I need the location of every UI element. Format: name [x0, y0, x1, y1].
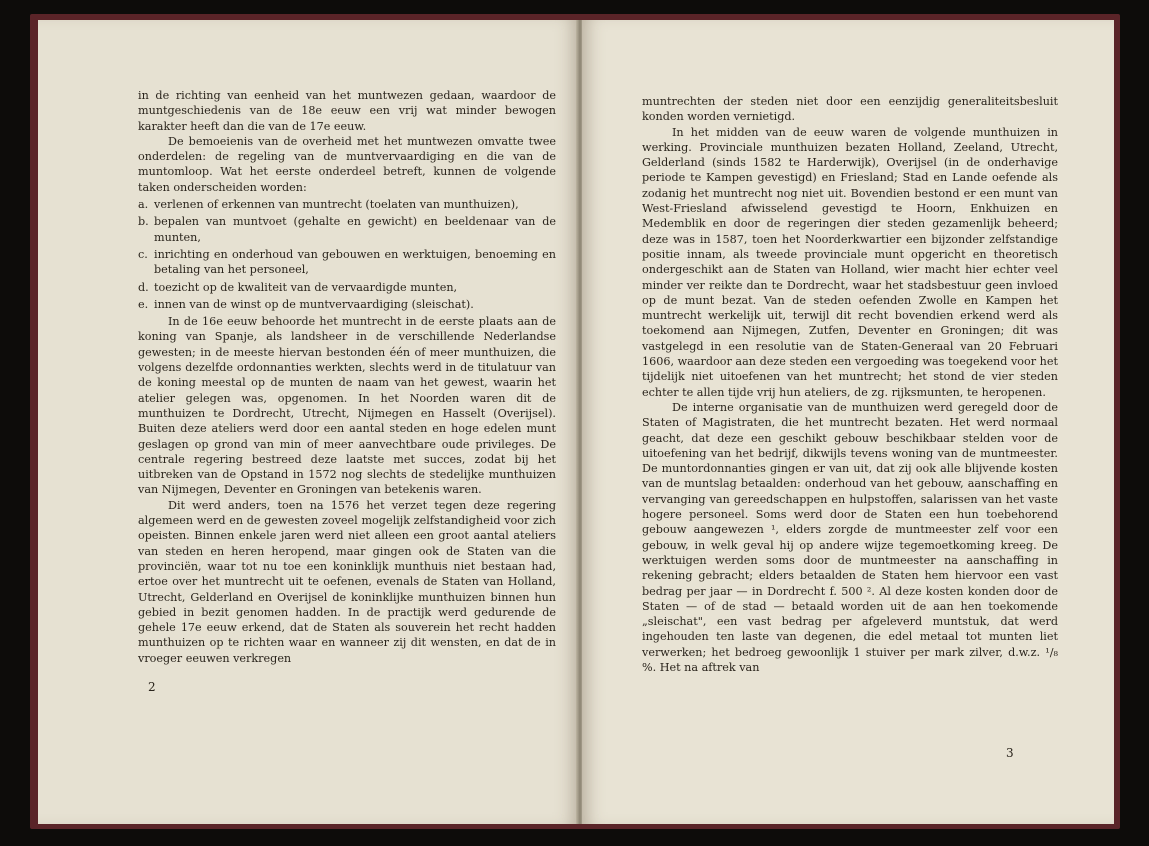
paragraph: Dit werd anders, toen na 1576 het verzet tegen deze regering algemeen werd en de gewesten zoveel mogelijk zelfstandigheid voor zich opeisten. Binnen enkele jaren werd niet alleen een groot aantal ateliers van steden en heren heropend, maar gingen ook de Staten van die provinciën, waar tot nu toe een koninklijk munthuis niet bestaan had, ertoe over het muntrecht uit te oefenen, evenals de Staten van Holland, Utrecht, Gelderland en Overijsel de koninklijke munthuizen binnen hun gebied in bezit genomen hadden. In de practijk werd gedurende de gehele 17e eeuw erkend, dat de Staten als souverein het recht hadden munthuizen op te richten waar en wanneer zij dit wensten, en dat de in vroeger eeuwen verkregen [138, 498, 556, 665]
list-marker: d. [138, 280, 149, 294]
list-marker: c. [138, 247, 148, 261]
paragraph: De interne organisatie van de munthuizen werd geregeld door de Staten of Magistraten, die het muntrecht bezaten. Het werd normaal geacht, dat deze een geschikt gebouw beschikbaar stelden voor de uitoefening van het bedrijf, dikwijls tevens woning van de muntmeester. De muntordonnanties gingen er van uit, dat zij ook alle blijvende kosten van de muntslag betaalden: onderhoud van het gebouw, aanschaffing en vervanging van gereedschappen en hulpstoffen, salarissen van het vaste hogere personeel. Soms werd door de Staten een hun toebehorend gebouw aangewezen ¹, elders zorgde de muntmeester zelf voor een gebouw, in welk geval hij op andere wijze tegemoetkoming kreeg. De werktuigen werden soms door de muntmeester na aanschaffing in rekening gebracht; elders betaalden de Staten hem hiervoor een vast bedrag per jaar — in Dordrecht f. 500 ². Al deze kosten konden door de Staten — of de stad — betaald worden uit de aan hen toekomende „sleischat", een vast bedrag per afgeleverd muntstuk, dat werd ingehouden ten laste van degenen, die edel metaal tot munten liet verwerken; het bedroeg gewoonlijk 1 stuiver per mark zilver, d.w.z. ¹/₈ %. Het na aftrek van [642, 400, 1058, 674]
right-page [582, 20, 1114, 824]
left-page [38, 20, 578, 824]
list-item [138, 297, 556, 312]
paragraph: In het midden van de eeuw waren de volgende munthuizen in werking. Provinciale munthuizen bezaten Holland, Zeeland, Utrecht, Gelderland (sinds 1582 te Harderwijk), Overijsel (in de onderhavige periode te Kampen gevestigd) en Friesland; Stad en Lande oefende als zodanig het muntrecht nog niet uit. Bovendien bestond er een munt van West-Friesland afwisselend gevestigd te Hoorn, Enkhuizen en Medemblik en door de regeringen dier steden gezamenlijk beheerd; deze was in 1587, toen het Noorderkwartier een bijzonder zelfstandige positie innam, als tweede provinciale munt opgericht en theoretisch ondergeschikt aan de Staten van Holland, wier macht hier echter veel minder ver reikte dan te Dordrecht, waar het stadsbestuur geen invloed op de munt bezat. Van de steden oefenden Zwolle en Kampen het muntrecht werkelijk uit, terwijl dit recht bovendien erkend werd als toekomend aan Nijmegen, Zutfen, Deventer en Groningen; dit was vastgelegd in een resolutie van de Staten-Generaal van 20 Februari 1606, waardoor aan deze steden een vergoeding was toegekend voor het tijdelijk niet uitoefenen van het muntrecht; het stond de vier steden echter te allen tijde vrij hun ateliers, de zg. rijksmunten, te heropenen. [642, 125, 1058, 399]
page-number: 2 [148, 680, 156, 694]
list-item [138, 280, 556, 295]
task-list [138, 197, 556, 312]
list-marker: b. [138, 215, 149, 229]
list-item-text: toezicht op de kwaliteit van de vervaardigde munten, [154, 280, 458, 294]
paragraph: in de richting van eenheid van het muntwezen gedaan, waardoor de muntgeschiedenis van de 18e eeuw een vrij wat minder bewogen karakter heeft dan die van de 17e eeuw. [138, 89, 556, 133]
paragraph: muntrechten der steden niet door een eenzijdig generaliteitsbesluit konden worden vernietigd. [642, 95, 1058, 124]
list-marker: a. [138, 198, 149, 212]
list-item-text: bepalen van muntvoet (gehalte en gewicht) en beeldenaar van de munten, [154, 215, 556, 244]
page-number: 3 [1006, 746, 1014, 760]
paragraph: In de 16e eeuw behoorde het muntrecht in de eerste plaats aan de koning van Spanje, als landsheer in de verschillende Nederlandse gewesten; in de meeste hiervan bestonden één of meer munthuizen, die volgens dezelfde ordonnanties werkten, slechts werd in de titulatuur van de koning meestal op de munten de naam van het gewest, waarin het atelier gelegen was, opgenomen. In het Noorden waren dit de munthuizen te Dordrecht, Utrecht, Nijmegen en Hasselt (Overijsel). Buiten deze ateliers werd door een aantal steden en hoge edelen munt geslagen op grond van min of meer aanvechtbare oude privileges. De centrale regering bestreed deze laatste met succes, zodat bij het uitbreken van de Opstand in 1572 nog slechts de stedelijke munthuizen van Nijmegen, Deventer en Groningen van betekenis waren. [138, 315, 556, 497]
list-item [138, 197, 556, 212]
list-item [138, 247, 556, 278]
paragraph: De bemoeienis van de overheid met het muntwezen omvatte twee onderdelen: de regeling van de muntvervaardiging en die van de muntomloop. Wat het eerste onderdeel betreft, kunnen de volgende taken onderscheiden worden: [138, 134, 556, 194]
list-item-text: verlenen of erkennen van muntrecht (toelaten van munthuizen), [154, 198, 519, 212]
right-page-text [642, 94, 1058, 675]
list-marker: e. [138, 297, 149, 311]
left-page-text [138, 88, 556, 666]
list-item-text: innen van de winst op de muntvervaardiging (sleischat). [154, 297, 474, 311]
list-item [138, 214, 556, 245]
list-item-text: inrichting en onderhoud van gebouwen en werktuigen, benoeming en betaling van het personeel, [154, 247, 556, 277]
